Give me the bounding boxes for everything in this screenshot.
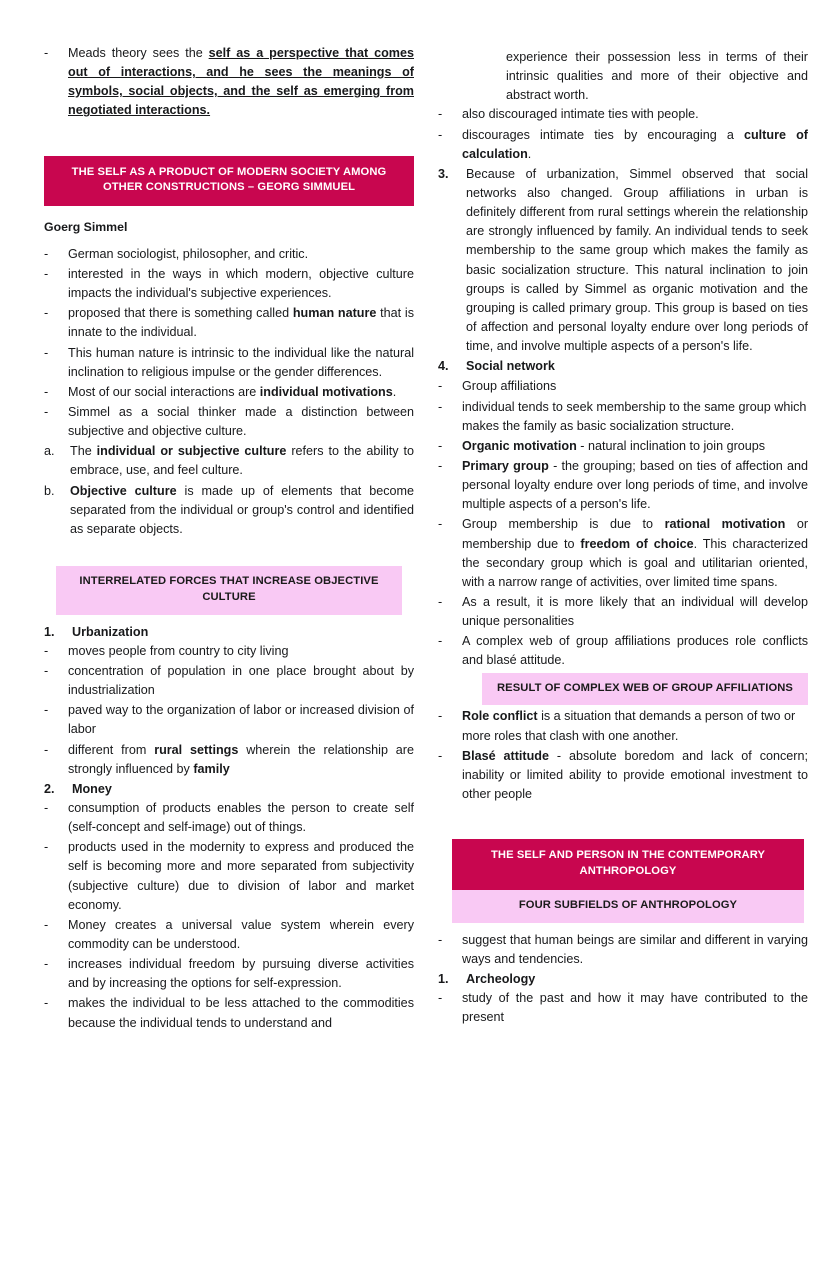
list-item-text xyxy=(68,383,414,402)
bold-term: individual or subjective culture xyxy=(96,444,287,459)
list-item xyxy=(44,799,414,837)
text-run: Money creates a universal value system wherein every commodity can be understood. xyxy=(68,917,414,951)
list-item xyxy=(44,642,414,661)
list-item xyxy=(438,989,808,1027)
text-run: refers to the ability to embrace, use, and feel culture. xyxy=(70,444,414,478)
numbered-heading xyxy=(44,623,414,642)
numbered-heading xyxy=(438,970,808,989)
text-run: - the grouping; based on ties of affection and personal loyalty endure over long periods of time, and involve multiple aspects of a person's life. xyxy=(462,458,809,512)
dash-bullet-icon: - xyxy=(438,458,443,473)
anthropology-bullet-list xyxy=(438,931,808,969)
text-run: Because of urbanization, Simmel observed that social networks also changed. Group affiliations in urban is definitely different from rural settings wherein the relationship are strongly influenced by family. An individual tends to seek membership to the same group which makes the family as basic socialization structure. This natural inclination to join groups is called by Simmel as organic motivation and the grouping is called primary group. This group is based on ties of affection and personal loyalty endure over long periods of time, and involve multiple aspects of a person's life. xyxy=(466,166,808,354)
text-run: study of the past and how it may have contributed to the present xyxy=(462,991,808,1025)
bold-term: individual motivations xyxy=(259,384,393,399)
list-item xyxy=(44,245,414,264)
list-item xyxy=(44,701,414,739)
list-item-text xyxy=(462,437,808,456)
numbered-heading xyxy=(44,780,414,799)
list-item xyxy=(44,442,414,480)
list-item-text xyxy=(462,457,808,514)
list-item xyxy=(44,994,414,1032)
banner-self-person-anthropology: THE SELF AND PERSON IN THE CONTEMPORARY ANTHROPOLOGY xyxy=(452,839,804,890)
list-item-text xyxy=(462,931,808,969)
dash-bullet-icon: - xyxy=(438,748,443,763)
list-item-text xyxy=(68,642,414,661)
intro-bullet-text xyxy=(68,44,414,121)
banner-four-subfields: FOUR SUBFIELDS OF ANTHROPOLOGY xyxy=(452,890,804,923)
text-run: interested in the ways in which modern, objective culture impacts the individual's subjective experiences. xyxy=(68,266,414,301)
spacer xyxy=(44,615,414,623)
text-run: Simmel as a social thinker made a distinction between subjective and objective culture. xyxy=(68,404,414,439)
list-item xyxy=(44,482,414,539)
list-item xyxy=(438,747,808,804)
dash-bullet-icon: - xyxy=(44,742,49,757)
dash-bullet-icon: - xyxy=(438,634,443,649)
text-run: is a situation that demands a person of two or more roles that clash with one another. xyxy=(462,709,796,743)
text-run: Group membership is due to xyxy=(462,517,665,532)
list-item-text xyxy=(462,632,808,670)
text-run: also discouraged intimate ties with people. xyxy=(462,107,699,122)
result-bullet-list xyxy=(438,707,808,804)
bold-term: Primary group xyxy=(462,458,549,473)
list-item xyxy=(44,344,414,382)
bold-term: human nature xyxy=(292,306,377,321)
dash-bullet-icon: - xyxy=(438,107,443,122)
dash-bullet-icon: - xyxy=(44,703,49,718)
numbered-heading-title: Money xyxy=(72,781,112,796)
dash-bullet-icon: - xyxy=(44,917,49,932)
numbered-heading-title: Archeology xyxy=(466,972,536,987)
list-item xyxy=(44,265,414,303)
bold-term: rational motivation xyxy=(664,517,786,532)
list-item-text xyxy=(462,398,808,436)
list-item xyxy=(44,383,414,402)
spacer xyxy=(438,923,808,931)
dash-bullet-icon: - xyxy=(438,438,443,453)
text-run: . xyxy=(392,384,397,399)
text-run: wherein the relationship are strongly influenced by xyxy=(68,742,415,776)
dash-bullet-icon: - xyxy=(44,246,49,261)
continued-paragraph: experience their possession less in terms of their intrinsic qualities and more of their objective and abstract worth. xyxy=(506,50,808,103)
nested-bullet-list xyxy=(438,989,808,1027)
dash-bullet-icon: - xyxy=(438,991,443,1006)
text-run: different from xyxy=(68,742,155,757)
list-item-text xyxy=(68,916,414,954)
numbered-item-3 xyxy=(438,165,808,356)
text-run: This human nature is intrinsic to the individual like the natural inclination to religious impulse or the gender differences. xyxy=(68,345,414,379)
dash-bullet-icon: - xyxy=(44,801,49,815)
text-run: Group affiliations xyxy=(462,379,557,394)
list-item-text xyxy=(462,515,808,592)
list-item-text xyxy=(68,245,414,264)
dash-bullet-icon: - xyxy=(44,664,49,679)
alpha-marker: a. xyxy=(44,444,55,459)
banner-interrelated-forces: INTERRELATED FORCES THAT INCREASE OBJECTIVE CULTURE xyxy=(56,566,402,615)
bold-term: family xyxy=(193,761,230,776)
nested-bullet-list xyxy=(44,642,414,779)
text-run: increases individual freedom by pursuing diverse activities and by increasing the options for self-expression. xyxy=(68,957,414,991)
text-run: proposed that there is something called xyxy=(68,306,293,321)
dash-bullet-icon: - xyxy=(44,46,49,60)
list-item xyxy=(438,126,808,164)
list-item-text xyxy=(68,741,414,779)
list-item xyxy=(438,593,808,631)
numbered-item-4-bullets xyxy=(438,377,808,670)
spacer xyxy=(44,237,414,245)
list-item-text xyxy=(68,265,414,303)
list-item xyxy=(438,165,808,356)
spacer xyxy=(438,805,808,839)
dash-bullet-icon: - xyxy=(44,306,49,321)
text-run: The xyxy=(70,444,97,459)
list-item xyxy=(438,457,808,514)
numbered-heading-title: Urbanization xyxy=(72,624,149,639)
bold-term: Role conflict xyxy=(462,709,538,724)
list-item-text xyxy=(68,304,414,342)
list-item xyxy=(438,632,808,670)
text-run: - natural inclination to join groups xyxy=(576,438,766,453)
list-item-text xyxy=(462,593,808,631)
number-marker: 2. xyxy=(44,781,55,796)
number-marker: 3. xyxy=(438,166,449,181)
text-run: As a result, it is more likely that an individual will develop unique personalities xyxy=(462,594,808,629)
dash-bullet-icon: - xyxy=(44,384,49,399)
list-item xyxy=(438,437,808,456)
list-item-text xyxy=(68,955,414,993)
dash-bullet-icon: - xyxy=(44,996,49,1011)
text-run: suggest that human beings are similar and different in varying ways and tendencies. xyxy=(462,932,808,966)
dash-bullet-icon: - xyxy=(438,932,443,947)
banner-self-product-modern-society: THE SELF AS A PRODUCT OF MODERN SOCIETY AMONG OTHER CONSTRUCTIONS – GEORG SIMMUEL xyxy=(44,156,414,207)
alpha-marker: b. xyxy=(44,483,55,498)
list-item-text xyxy=(462,377,808,396)
text-run: . This characterized the secondary group which is goal and utilitarian oriented, with a narrow range of activities, over limited time spans. xyxy=(462,536,808,589)
text-run: Most of our social interactions are xyxy=(68,384,260,399)
intro-emphasis: self as a perspective that comes out of interactions, and he sees the meanings of symbols, social objects, and the self as emerging from negotiated interactions. xyxy=(68,46,415,118)
list-item xyxy=(44,44,414,121)
dash-bullet-icon: - xyxy=(438,709,443,724)
dash-bullet-icon: - xyxy=(438,594,443,609)
list-item xyxy=(44,304,414,342)
list-item-text xyxy=(68,344,414,382)
intro-bullet-list xyxy=(44,44,414,121)
bold-term: Objective culture xyxy=(70,483,177,498)
dash-bullet-icon: - xyxy=(44,840,49,855)
text-run: makes the individual to be less attached to the commodities because the individual tends to understand and xyxy=(68,996,414,1030)
text-run: . xyxy=(527,146,532,161)
bold-term: culture of calculation xyxy=(462,127,808,161)
text-run: moves people from country to city living xyxy=(68,643,289,658)
right-column xyxy=(438,44,808,1029)
list-item-text xyxy=(68,701,414,739)
list-item-text xyxy=(68,838,414,915)
numbered-item-4-heading xyxy=(438,357,808,376)
list-item xyxy=(44,741,414,779)
list-item xyxy=(438,377,808,396)
list-item-text xyxy=(466,165,808,356)
text-run: concentration of population in one place brought about by industrialization xyxy=(68,664,414,698)
list-item-text xyxy=(462,747,808,804)
list-item xyxy=(438,931,808,969)
list-item xyxy=(44,403,414,441)
numbered-heading xyxy=(438,357,808,376)
interrelated-forces-block xyxy=(44,623,414,1033)
dash-bullet-icon: - xyxy=(438,379,443,394)
spacer xyxy=(44,540,414,566)
list-item-text xyxy=(70,442,414,480)
dash-bullet-icon: - xyxy=(44,266,49,281)
text-run: that is innate to the individual. xyxy=(68,306,414,340)
list-item-text xyxy=(68,662,414,700)
left-column xyxy=(44,44,414,1034)
list-item-text xyxy=(462,989,808,1027)
list-item xyxy=(438,105,808,124)
list-item xyxy=(44,838,414,915)
text-run: - absolute boredom and lack of concern; inability or limited ability to provide emotional investment to other people xyxy=(462,748,808,801)
list-item-text xyxy=(68,403,414,441)
text-run: individual tends to seek membership to the same group which makes the family as basic socialization structure. xyxy=(462,399,807,433)
text-run: products used in the modernity to express and produced the self is becoming more and more separated from subjectivity (subjective culture) due to division of labor and market economy. xyxy=(68,840,414,912)
dash-bullet-icon: - xyxy=(438,127,443,142)
list-item-text xyxy=(68,799,414,837)
list-item xyxy=(438,515,808,592)
dash-bullet-icon: - xyxy=(44,404,49,419)
dash-bullet-icon: - xyxy=(438,399,443,414)
list-item xyxy=(44,955,414,993)
simmel-alpha-sublist xyxy=(44,442,414,539)
number-marker: 1. xyxy=(438,972,449,987)
text-run: discourages intimate ties by encouraging a xyxy=(462,127,744,142)
list-item-text xyxy=(462,707,808,745)
list-item xyxy=(44,916,414,954)
dash-bullet-icon: - xyxy=(44,345,49,360)
list-item-text xyxy=(70,482,414,539)
banner-result-complex-web: RESULT OF COMPLEX WEB OF GROUP AFFILIATIONS xyxy=(482,673,808,706)
text-run: A complex web of group affiliations produces role conflicts and blasé attitude. xyxy=(462,634,808,668)
dash-bullet-icon: - xyxy=(44,643,49,658)
text-run: German sociologist, philosopher, and critic. xyxy=(68,246,309,261)
text-run: or membership due to xyxy=(462,517,809,551)
bold-term: Organic motivation xyxy=(462,438,577,453)
list-item-text xyxy=(462,126,808,164)
text-run: consumption of products enables the person to create self (self-concept and self-image) out of things. xyxy=(68,801,414,835)
bold-term: rural settings xyxy=(154,742,239,757)
bold-term: freedom of choice xyxy=(580,536,694,551)
list-item xyxy=(438,398,808,436)
number-marker: 1. xyxy=(44,624,55,639)
spacer xyxy=(44,122,414,156)
list-item xyxy=(44,662,414,700)
subheading-goerg-simmel: Goerg Simmel xyxy=(44,220,128,235)
bold-term: Blasé attitude xyxy=(462,748,549,763)
list-item-text xyxy=(462,105,808,124)
number-marker: 4. xyxy=(438,359,449,374)
text-run: is made up of elements that become separated from the individual or group's control and identified as separate objects. xyxy=(70,483,415,536)
dash-bullet-icon: - xyxy=(438,517,443,532)
list-item xyxy=(438,707,808,745)
intro-lead: Meads theory sees the xyxy=(68,46,209,60)
dash-bullet-icon: - xyxy=(44,957,49,972)
simmel-bullet-list xyxy=(44,245,414,441)
numbered-heading-title: Social network xyxy=(466,359,555,374)
nested-bullet-list xyxy=(44,799,414,1033)
money-continued-bullets xyxy=(438,105,808,163)
anthropology-items-block xyxy=(438,970,808,1027)
list-item-text xyxy=(68,994,414,1032)
text-run: paved way to the organization of labor or increased division of labor xyxy=(68,703,414,737)
